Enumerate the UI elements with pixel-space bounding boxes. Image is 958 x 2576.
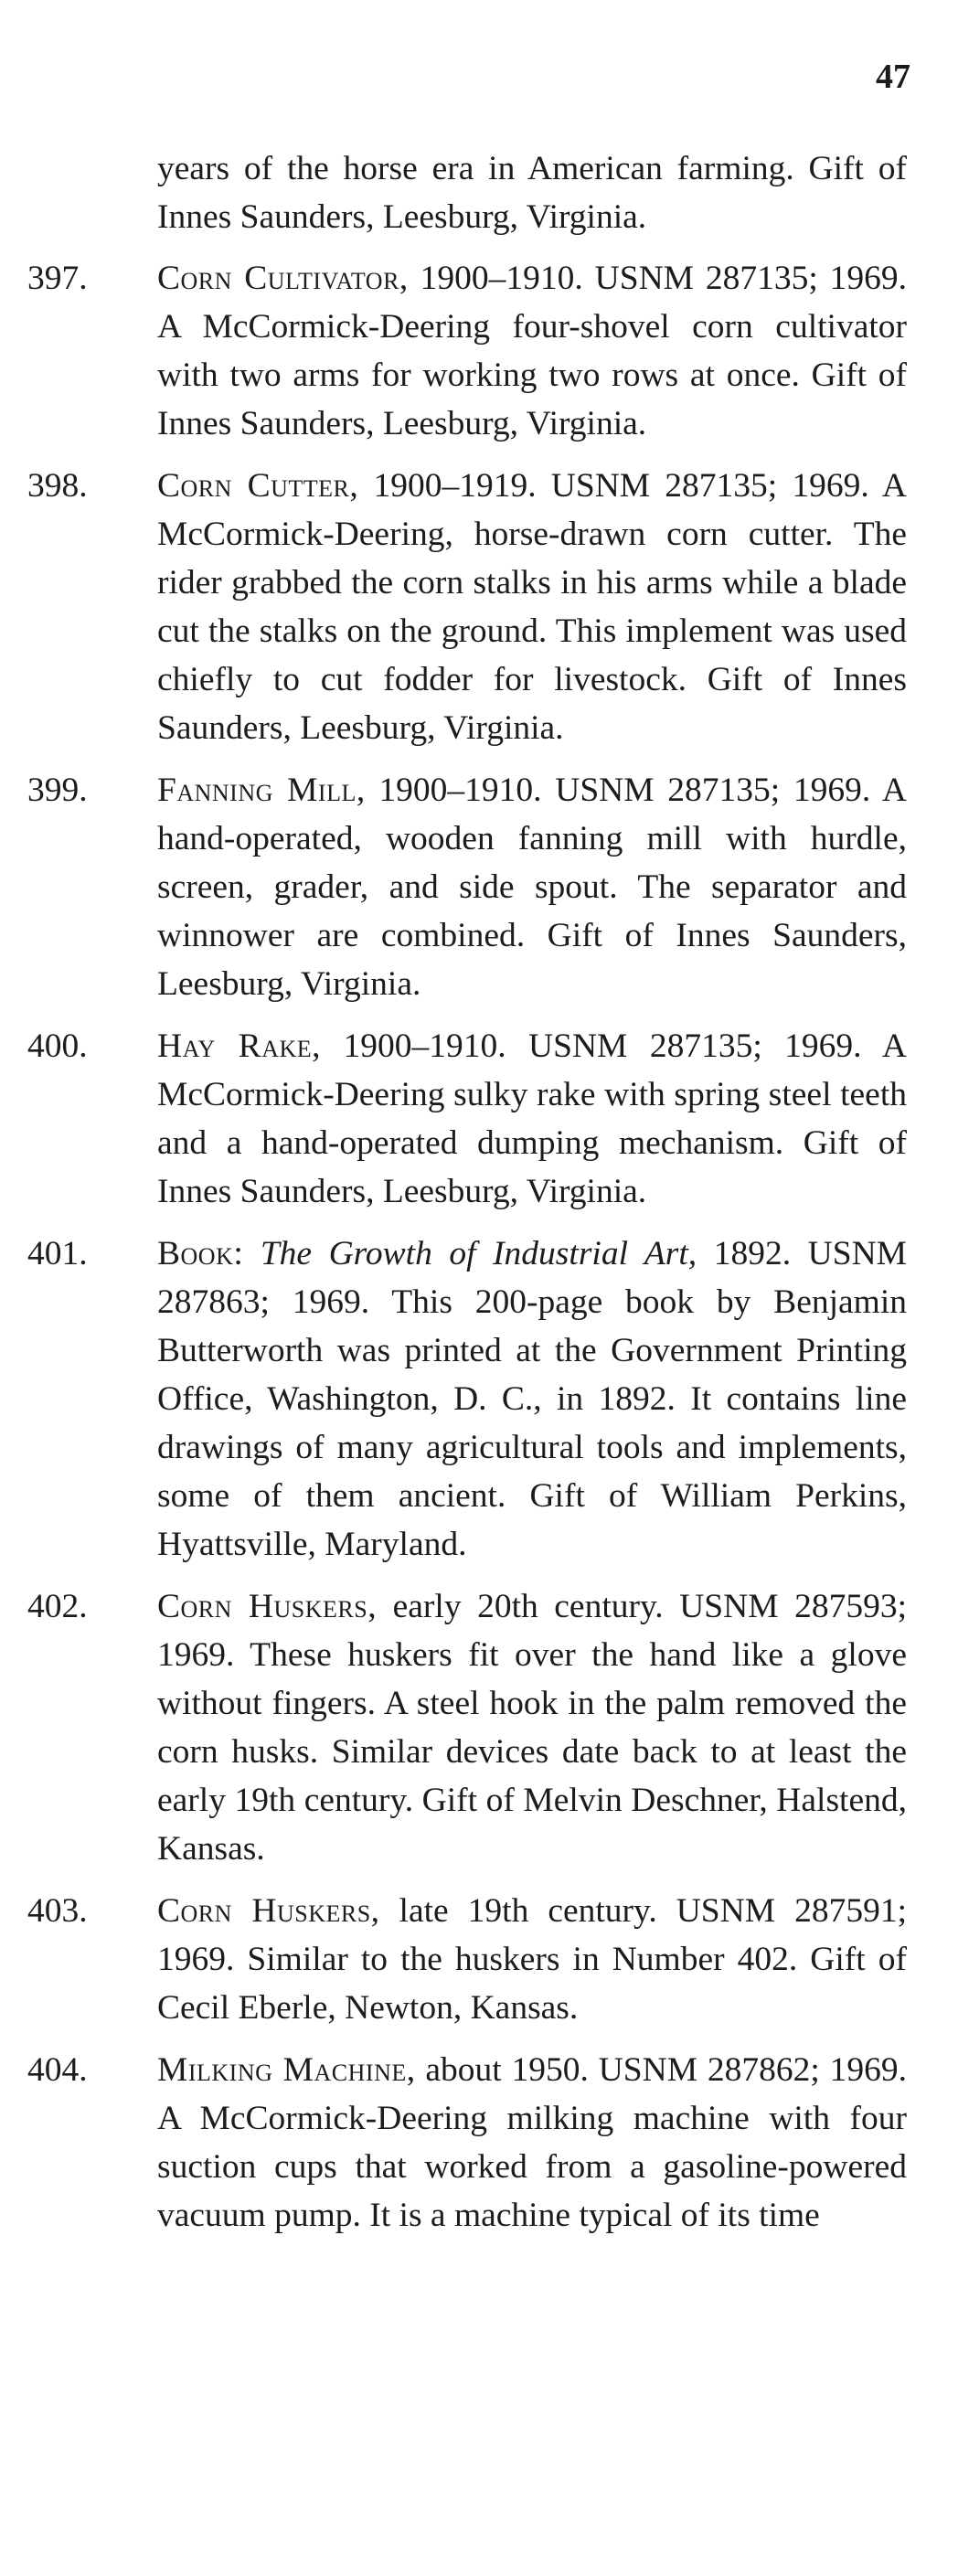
catalog-entry-402 [27, 1582, 907, 1873]
entry-number: 397. [27, 260, 88, 297]
catalog-text [27, 144, 907, 2240]
entry-description: late 19th century. USNM 287591; 1969. Similar to the huskers in Number 402. Gift of Cecil Eberle, Newton, Kansas. [157, 1892, 907, 2027]
entry-description: 1900–1910. USNM 287135; 1969. A hand-operated, wooden fanning mill with hurdle, screen, grader, and side spout. The separator and winnower are combined. Gift of Innes Saunders, Leesburg, Virginia. [157, 772, 907, 1003]
entry-description: about 1950. USNM 287862; 1969. A McCormick-Deering milking machine with four suction cups that worked from a gasoline-powered vacuum pump. It is a machine typical of its time [157, 2051, 907, 2234]
page-number: 47 [876, 58, 910, 96]
catalog-entry-400 [27, 1022, 907, 1216]
catalog-entry-401 [27, 1229, 907, 1569]
entry-number: 402. [27, 1588, 88, 1625]
entry-number: 400. [27, 1027, 88, 1065]
catalog-entry-399 [27, 766, 907, 1008]
entry-description: 1892. USNM 287863; 1969. This 200-page book by Benjamin Butterworth was printed at the Government Printing Office, Washington, D. C., in 1892. It contains line drawings of many agricultural tools and implements, some of them ancient. Gift of William Perkins, Hyattsville, Maryland. [157, 1235, 907, 1563]
entry-title: Hay Rake, [157, 1027, 322, 1065]
entry-number: 404. [27, 2051, 88, 2089]
entry-number: 403. [27, 1892, 88, 1930]
entry-number: 401. [27, 1235, 88, 1272]
entry-title: Corn Huskers, [157, 1588, 378, 1625]
continued-paragraph: years of the horse era in American farming. Gift of Innes Saunders, Leesburg, Virginia. [157, 150, 907, 236]
entry-number: 398. [27, 467, 88, 505]
book-title: The Growth of Industrial Art, [260, 1235, 697, 1272]
catalog-entry-397 [27, 254, 907, 448]
entry-description: 1900–1910. USNM 287135; 1969. A McCormick-Deering four-shovel corn cultivator with two arms for working two rows at once. Gift of Innes Saunders, Leesburg, Virginia. [157, 260, 907, 442]
entry-title: Book: [157, 1235, 244, 1272]
entry-number: 399. [27, 772, 88, 809]
entry-description: 1900–1919. USNM 287135; 1969. A McCormick-Deering, horse-drawn corn cutter. The rider grabbed the corn stalks in his arms while a blade cut the stalks on the ground. This implement was used chiefly to cut fodder for livestock. Gift of Innes Saunders, Leesburg, Virginia. [157, 467, 907, 747]
entry-title: Milking Machine, [157, 2051, 416, 2089]
catalog-entry-403 [27, 1887, 907, 2032]
catalog-entry-404 [27, 2046, 907, 2240]
entry-title: Corn Cultivator, [157, 260, 409, 297]
entry-title: Corn Cutter, [157, 467, 359, 505]
catalog-entry-398 [27, 462, 907, 752]
entry-description: early 20th century. USNM 287593; 1969. These huskers fit over the hand like a glove without fingers. A steel hook in the palm removed the corn husks. Similar devices date back to at least the early 19th century. Gift of Melvin Deschner, Halstend, Kansas. [157, 1588, 908, 1868]
entry-title: Corn Huskers, [157, 1892, 380, 1930]
entry-description: 1900–1910. USNM 287135; 1969. A McCormick-Deering sulky rake with spring steel teeth and a hand-operated dumping mechanism. Gift of Innes Saunders, Leesburg, Virginia. [157, 1027, 907, 1210]
entry-title: Fanning Mill, [157, 772, 366, 809]
